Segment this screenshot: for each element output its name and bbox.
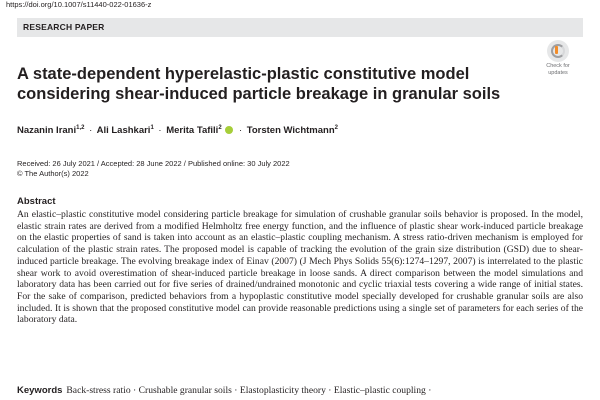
check-updates-line2: updates [548, 70, 568, 76]
check-for-updates-badge[interactable] [543, 40, 573, 76]
copyright-notice: © The Author(s) 2022 [17, 169, 89, 178]
author-name[interactable]: Nazanin Irani [17, 125, 77, 136]
keywords-line [17, 385, 431, 396]
author-name[interactable]: Torsten Wichtmann [246, 125, 335, 136]
author-separator: · [238, 125, 243, 136]
author-name[interactable]: Merita Tafili [166, 125, 219, 136]
author-separator: · [89, 125, 93, 136]
publication-dates [17, 159, 290, 179]
author-name[interactable]: Ali Lashkari [96, 125, 151, 136]
check-updates-line1: Check for [546, 63, 570, 69]
orcid-icon[interactable] [225, 126, 233, 134]
paper-title: A state-dependent hyperelastic-plastic constitutive model considering shear-induced particle breakage in granular soils [17, 65, 501, 103]
author-affiliation: 2 [334, 125, 338, 131]
section-label: RESEARCH PAPER [23, 22, 105, 32]
history-dates: Received: 26 July 2021 / Accepted: 28 June 2022 / Published online: 30 July 2022 [17, 159, 290, 168]
keywords-list: Back-stress ratio · Crushable granular soils · Elastoplasticity theory · Elastic–plastic coupling · [66, 385, 432, 396]
author-affiliation: 2 [218, 125, 222, 131]
check-updates-icon [547, 40, 569, 62]
author-separator: · [158, 125, 162, 136]
abstract-text: An elastic–plastic constitutive model considering particle breakage for simulation of crushable granular soils behavior is proposed. In the model, elastic strain rates are derived from a modified Helmholtz free energy function, and the influence of plastic shear work-induced particle breakage on the elastic properties of sand is taken into account as an elastic–plastic coupling mechanism. A stress ratio-driven mechanism is employed for calculation of the plastic strain rates. The proposed model is capable of tracking the evolution of the grain size distribution (GSD) due to shear-induced particle breakage. The evolving breakage index of Einav (2007) (J Mech Phys Solids 55(6):1274–1297, 2007) is interrelated to the plastic shear work to avoid overestimation of shear-induced particle breakage in loose sands. A direct comparison between the model simulations and laboratory data has been carried out for five series of drained/undrained monotonic and cyclic triaxial tests covering a wide range of initial states. For the sake of comparison, predicted behaviors from a hypoplastic constitutive model specially developed for crushable granular soils are also included. It is shown that the proposed constitutive model can provide reasonable predictions using a single set of parameters for each series of the laboratory data. [17, 209, 583, 326]
author-affiliation: 1 [150, 125, 154, 131]
author-affiliation: 1,2 [76, 125, 85, 131]
doi-link[interactable]: https://doi.org/10.1007/s11440-022-01636-z [6, 0, 152, 9]
author-list [17, 125, 338, 136]
keywords-heading: Keywords [17, 385, 63, 396]
abstract-heading: Abstract [17, 196, 56, 207]
